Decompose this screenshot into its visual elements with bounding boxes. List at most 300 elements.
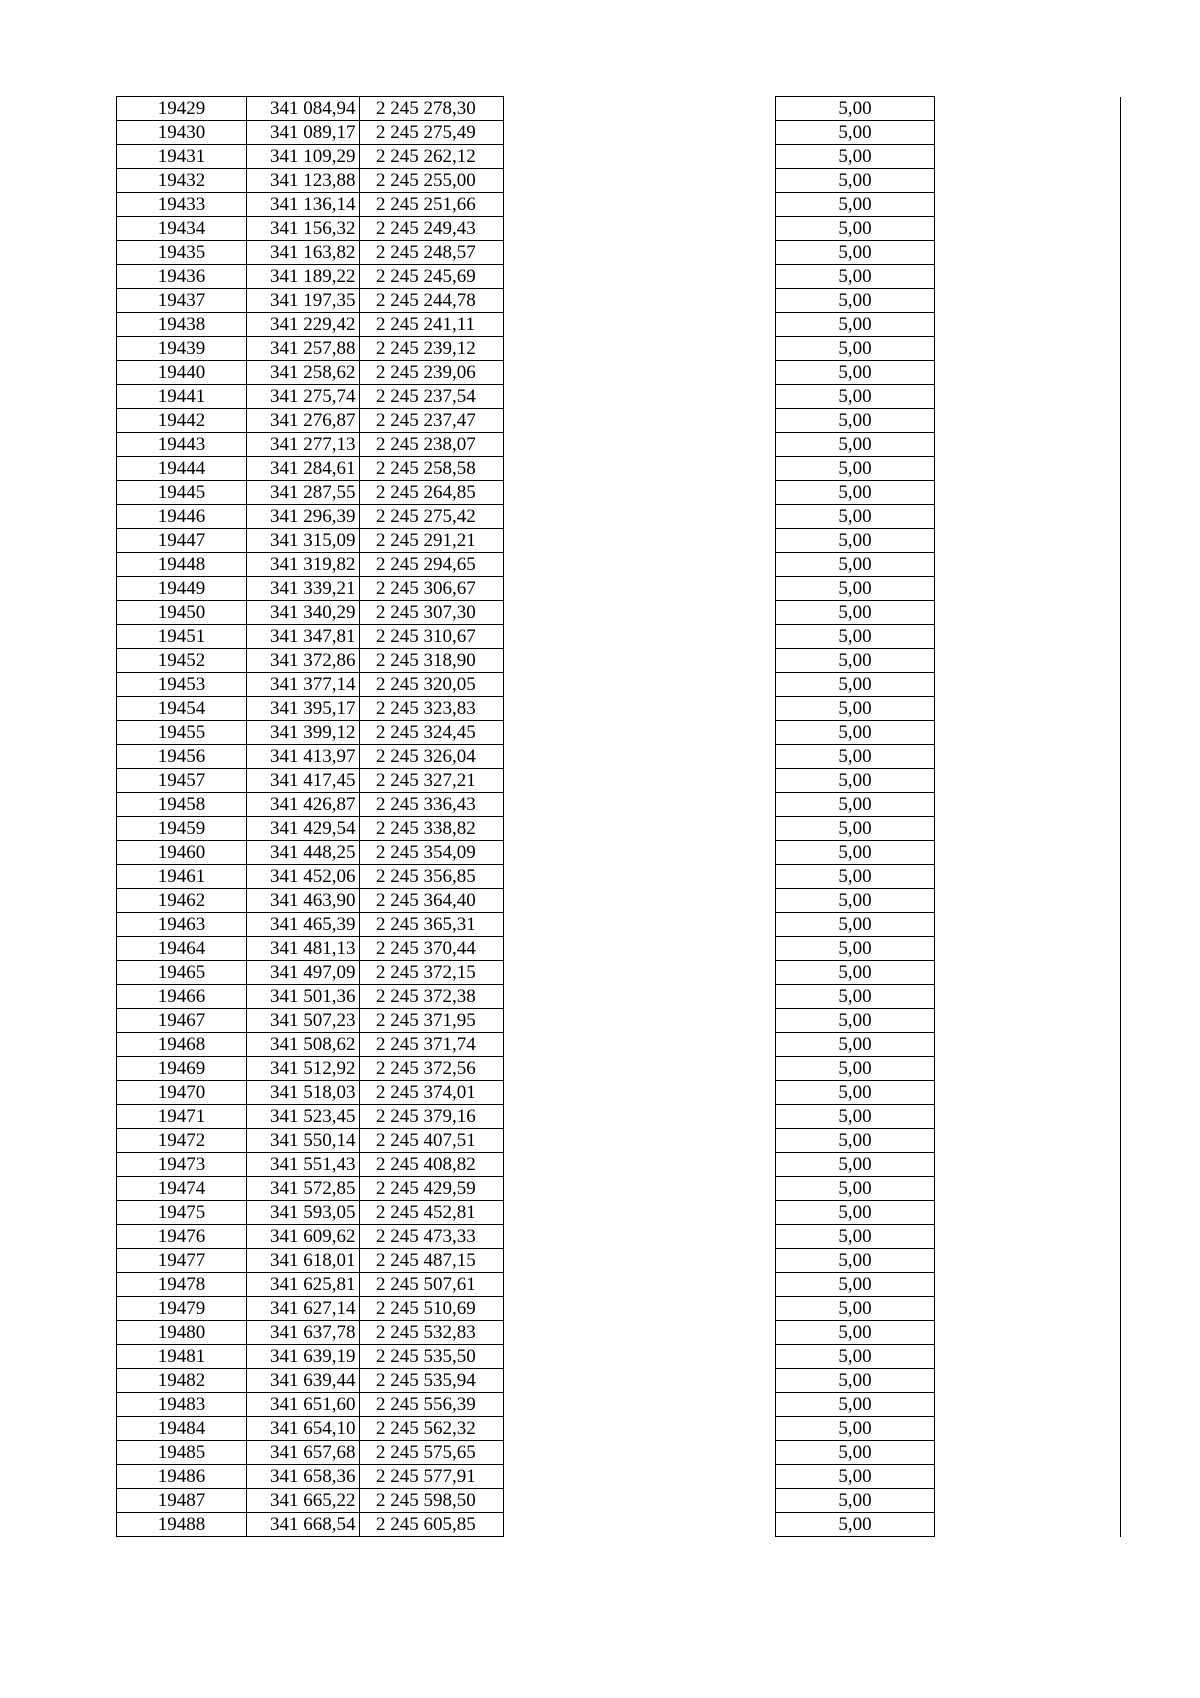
error-value-cell: 5,00 <box>776 793 935 817</box>
error-value-cell: 5,00 <box>776 433 935 457</box>
empty-cell <box>935 265 1121 289</box>
table-row <box>117 1273 1121 1297</box>
x-coordinate-cell: 341 296,39 <box>247 505 360 529</box>
table-row <box>117 1129 1121 1153</box>
table-row <box>117 97 1121 121</box>
y-coordinate-cell: 2 245 336,43 <box>360 793 504 817</box>
y-coordinate-cell: 2 245 278,30 <box>360 97 504 121</box>
y-coordinate-cell: 2 245 294,65 <box>360 553 504 577</box>
table-row <box>117 1177 1121 1201</box>
x-coordinate-cell: 341 284,61 <box>247 457 360 481</box>
error-value-cell: 5,00 <box>776 1057 935 1081</box>
error-value-cell: 5,00 <box>776 769 935 793</box>
empty-cell <box>935 145 1121 169</box>
point-number-cell: 19465 <box>117 961 247 985</box>
y-coordinate-cell: 2 245 374,01 <box>360 1081 504 1105</box>
empty-cell <box>935 1225 1121 1249</box>
table-row <box>117 121 1121 145</box>
x-coordinate-cell: 341 319,82 <box>247 553 360 577</box>
point-number-cell: 19458 <box>117 793 247 817</box>
error-value-cell: 5,00 <box>776 193 935 217</box>
empty-cell <box>504 937 776 961</box>
table-row <box>117 409 1121 433</box>
y-coordinate-cell: 2 245 307,30 <box>360 601 504 625</box>
table-row <box>117 1369 1121 1393</box>
error-value-cell: 5,00 <box>776 1153 935 1177</box>
y-coordinate-cell: 2 245 532,83 <box>360 1321 504 1345</box>
empty-cell <box>935 97 1121 121</box>
y-coordinate-cell: 2 245 239,12 <box>360 337 504 361</box>
x-coordinate-cell: 341 523,45 <box>247 1105 360 1129</box>
point-number-cell: 19442 <box>117 409 247 433</box>
table-row <box>117 529 1121 553</box>
empty-cell <box>504 121 776 145</box>
x-coordinate-cell: 341 377,14 <box>247 673 360 697</box>
error-value-cell: 5,00 <box>776 937 935 961</box>
table-row <box>117 769 1121 793</box>
empty-cell <box>504 361 776 385</box>
error-value-cell: 5,00 <box>776 529 935 553</box>
empty-cell <box>935 289 1121 313</box>
point-number-cell: 19471 <box>117 1105 247 1129</box>
y-coordinate-cell: 2 245 372,38 <box>360 985 504 1009</box>
x-coordinate-cell: 341 315,09 <box>247 529 360 553</box>
error-value-cell: 5,00 <box>776 1201 935 1225</box>
y-coordinate-cell: 2 245 535,94 <box>360 1369 504 1393</box>
point-number-cell: 19456 <box>117 745 247 769</box>
empty-cell <box>504 697 776 721</box>
x-coordinate-cell: 341 463,90 <box>247 889 360 913</box>
empty-cell <box>935 1297 1121 1321</box>
empty-cell <box>504 145 776 169</box>
empty-cell <box>935 1321 1121 1345</box>
table-row <box>117 1513 1121 1537</box>
point-number-cell: 19441 <box>117 385 247 409</box>
x-coordinate-cell: 341 639,44 <box>247 1369 360 1393</box>
point-number-cell: 19435 <box>117 241 247 265</box>
empty-cell <box>504 1009 776 1033</box>
table-row <box>117 1057 1121 1081</box>
y-coordinate-cell: 2 245 365,31 <box>360 913 504 937</box>
x-coordinate-cell: 341 399,12 <box>247 721 360 745</box>
x-coordinate-cell: 341 257,88 <box>247 337 360 361</box>
error-value-cell: 5,00 <box>776 169 935 193</box>
empty-cell <box>935 553 1121 577</box>
table-row <box>117 673 1121 697</box>
empty-cell <box>935 1489 1121 1513</box>
y-coordinate-cell: 2 245 507,61 <box>360 1273 504 1297</box>
x-coordinate-cell: 341 189,22 <box>247 265 360 289</box>
table-row <box>117 169 1121 193</box>
x-coordinate-cell: 341 572,85 <box>247 1177 360 1201</box>
empty-cell <box>935 409 1121 433</box>
x-coordinate-cell: 341 347,81 <box>247 625 360 649</box>
error-value-cell: 5,00 <box>776 721 935 745</box>
point-number-cell: 19432 <box>117 169 247 193</box>
y-coordinate-cell: 2 245 408,82 <box>360 1153 504 1177</box>
point-number-cell: 19461 <box>117 865 247 889</box>
empty-cell <box>935 769 1121 793</box>
empty-cell <box>504 1441 776 1465</box>
x-coordinate-cell: 341 618,01 <box>247 1249 360 1273</box>
error-value-cell: 5,00 <box>776 313 935 337</box>
point-number-cell: 19476 <box>117 1225 247 1249</box>
empty-cell <box>504 1513 776 1537</box>
empty-cell <box>935 985 1121 1009</box>
empty-cell <box>504 433 776 457</box>
point-number-cell: 19484 <box>117 1417 247 1441</box>
y-coordinate-cell: 2 245 372,56 <box>360 1057 504 1081</box>
y-coordinate-cell: 2 245 354,09 <box>360 841 504 865</box>
table-row <box>117 481 1121 505</box>
error-value-cell: 5,00 <box>776 1105 935 1129</box>
empty-cell <box>504 889 776 913</box>
error-value-cell: 5,00 <box>776 289 935 313</box>
table-row <box>117 1417 1121 1441</box>
y-coordinate-cell: 2 245 237,47 <box>360 409 504 433</box>
point-number-cell: 19436 <box>117 265 247 289</box>
y-coordinate-cell: 2 245 237,54 <box>360 385 504 409</box>
error-value-cell: 5,00 <box>776 1417 935 1441</box>
empty-cell <box>935 1249 1121 1273</box>
x-coordinate-cell: 341 156,32 <box>247 217 360 241</box>
empty-cell <box>935 1081 1121 1105</box>
empty-cell <box>935 529 1121 553</box>
empty-cell <box>504 1489 776 1513</box>
empty-cell <box>935 217 1121 241</box>
x-coordinate-cell: 341 429,54 <box>247 817 360 841</box>
y-coordinate-cell: 2 245 371,74 <box>360 1033 504 1057</box>
empty-cell <box>504 649 776 673</box>
y-coordinate-cell: 2 245 575,65 <box>360 1441 504 1465</box>
error-value-cell: 5,00 <box>776 841 935 865</box>
empty-cell <box>935 745 1121 769</box>
y-coordinate-cell: 2 245 605,85 <box>360 1513 504 1537</box>
y-coordinate-cell: 2 245 318,90 <box>360 649 504 673</box>
point-number-cell: 19467 <box>117 1009 247 1033</box>
empty-cell <box>504 97 776 121</box>
empty-cell <box>504 1153 776 1177</box>
empty-cell <box>504 985 776 1009</box>
empty-cell <box>935 697 1121 721</box>
point-number-cell: 19459 <box>117 817 247 841</box>
table-row <box>117 1321 1121 1345</box>
empty-cell <box>504 1081 776 1105</box>
table-row <box>117 1081 1121 1105</box>
table-row <box>117 841 1121 865</box>
point-number-cell: 19460 <box>117 841 247 865</box>
table-row <box>117 937 1121 961</box>
empty-cell <box>504 1057 776 1081</box>
empty-cell <box>935 361 1121 385</box>
point-number-cell: 19455 <box>117 721 247 745</box>
y-coordinate-cell: 2 245 364,40 <box>360 889 504 913</box>
x-coordinate-cell: 341 426,87 <box>247 793 360 817</box>
error-value-cell: 5,00 <box>776 1177 935 1201</box>
x-coordinate-cell: 341 518,03 <box>247 1081 360 1105</box>
x-coordinate-cell: 341 275,74 <box>247 385 360 409</box>
empty-cell <box>504 1417 776 1441</box>
empty-cell <box>504 553 776 577</box>
error-value-cell: 5,00 <box>776 97 935 121</box>
empty-cell <box>504 817 776 841</box>
error-value-cell: 5,00 <box>776 553 935 577</box>
point-number-cell: 19487 <box>117 1489 247 1513</box>
x-coordinate-cell: 341 339,21 <box>247 577 360 601</box>
table-row <box>117 313 1121 337</box>
x-coordinate-cell: 341 372,86 <box>247 649 360 673</box>
y-coordinate-cell: 2 245 264,85 <box>360 481 504 505</box>
empty-cell <box>504 241 776 265</box>
empty-cell <box>504 1465 776 1489</box>
error-value-cell: 5,00 <box>776 985 935 1009</box>
error-value-cell: 5,00 <box>776 1465 935 1489</box>
empty-cell <box>935 937 1121 961</box>
y-coordinate-cell: 2 245 510,69 <box>360 1297 504 1321</box>
error-value-cell: 5,00 <box>776 913 935 937</box>
y-coordinate-cell: 2 245 239,06 <box>360 361 504 385</box>
empty-cell <box>504 265 776 289</box>
empty-cell <box>504 577 776 601</box>
table-row <box>117 913 1121 937</box>
error-value-cell: 5,00 <box>776 577 935 601</box>
error-value-cell: 5,00 <box>776 145 935 169</box>
error-value-cell: 5,00 <box>776 697 935 721</box>
error-value-cell: 5,00 <box>776 409 935 433</box>
point-number-cell: 19429 <box>117 97 247 121</box>
error-value-cell: 5,00 <box>776 241 935 265</box>
empty-cell <box>935 793 1121 817</box>
empty-cell <box>504 673 776 697</box>
y-coordinate-cell: 2 245 429,59 <box>360 1177 504 1201</box>
y-coordinate-cell: 2 245 238,07 <box>360 433 504 457</box>
y-coordinate-cell: 2 245 487,15 <box>360 1249 504 1273</box>
x-coordinate-cell: 341 123,88 <box>247 169 360 193</box>
x-coordinate-cell: 341 637,78 <box>247 1321 360 1345</box>
table-row <box>117 1249 1121 1273</box>
y-coordinate-cell: 2 245 245,69 <box>360 265 504 289</box>
x-coordinate-cell: 341 639,19 <box>247 1345 360 1369</box>
x-coordinate-cell: 341 658,36 <box>247 1465 360 1489</box>
y-coordinate-cell: 2 245 275,49 <box>360 121 504 145</box>
table-row <box>117 1441 1121 1465</box>
point-number-cell: 19451 <box>117 625 247 649</box>
point-number-cell: 19444 <box>117 457 247 481</box>
table-row <box>117 961 1121 985</box>
x-coordinate-cell: 341 136,14 <box>247 193 360 217</box>
empty-cell <box>504 1321 776 1345</box>
empty-cell <box>504 865 776 889</box>
table-row <box>117 793 1121 817</box>
x-coordinate-cell: 341 258,62 <box>247 361 360 385</box>
y-coordinate-cell: 2 245 310,67 <box>360 625 504 649</box>
x-coordinate-cell: 341 507,23 <box>247 1009 360 1033</box>
point-number-cell: 19473 <box>117 1153 247 1177</box>
empty-cell <box>504 481 776 505</box>
empty-cell <box>504 841 776 865</box>
table-row <box>117 985 1121 1009</box>
empty-cell <box>935 1105 1121 1129</box>
y-coordinate-cell: 2 245 244,78 <box>360 289 504 313</box>
empty-cell <box>935 481 1121 505</box>
y-coordinate-cell: 2 245 327,21 <box>360 769 504 793</box>
x-coordinate-cell: 341 497,09 <box>247 961 360 985</box>
point-number-cell: 19445 <box>117 481 247 505</box>
error-value-cell: 5,00 <box>776 625 935 649</box>
point-number-cell: 19430 <box>117 121 247 145</box>
y-coordinate-cell: 2 245 320,05 <box>360 673 504 697</box>
x-coordinate-cell: 341 501,36 <box>247 985 360 1009</box>
error-value-cell: 5,00 <box>776 1225 935 1249</box>
empty-cell <box>935 1513 1121 1537</box>
table-row <box>117 337 1121 361</box>
error-value-cell: 5,00 <box>776 1009 935 1033</box>
y-coordinate-cell: 2 245 379,16 <box>360 1105 504 1129</box>
point-number-cell: 19457 <box>117 769 247 793</box>
empty-cell <box>935 1441 1121 1465</box>
table-row <box>117 289 1121 313</box>
y-coordinate-cell: 2 245 249,43 <box>360 217 504 241</box>
empty-cell <box>504 169 776 193</box>
error-value-cell: 5,00 <box>776 457 935 481</box>
empty-cell <box>504 745 776 769</box>
point-number-cell: 19439 <box>117 337 247 361</box>
point-number-cell: 19440 <box>117 361 247 385</box>
error-value-cell: 5,00 <box>776 217 935 241</box>
y-coordinate-cell: 2 245 323,83 <box>360 697 504 721</box>
y-coordinate-cell: 2 245 251,66 <box>360 193 504 217</box>
error-value-cell: 5,00 <box>776 1033 935 1057</box>
y-coordinate-cell: 2 245 255,00 <box>360 169 504 193</box>
error-value-cell: 5,00 <box>776 1321 935 1345</box>
point-number-cell: 19466 <box>117 985 247 1009</box>
y-coordinate-cell: 2 245 535,50 <box>360 1345 504 1369</box>
x-coordinate-cell: 341 277,13 <box>247 433 360 457</box>
table-row <box>117 889 1121 913</box>
table-row <box>117 1201 1121 1225</box>
error-value-cell: 5,00 <box>776 1513 935 1537</box>
x-coordinate-cell: 341 550,14 <box>247 1129 360 1153</box>
point-number-cell: 19479 <box>117 1297 247 1321</box>
y-coordinate-cell: 2 245 291,21 <box>360 529 504 553</box>
error-value-cell: 5,00 <box>776 1081 935 1105</box>
table-row <box>117 1489 1121 1513</box>
empty-cell <box>504 289 776 313</box>
y-coordinate-cell: 2 245 324,45 <box>360 721 504 745</box>
error-value-cell: 5,00 <box>776 385 935 409</box>
x-coordinate-cell: 341 163,82 <box>247 241 360 265</box>
empty-cell <box>935 337 1121 361</box>
table-row <box>117 1393 1121 1417</box>
empty-cell <box>935 121 1121 145</box>
error-value-cell: 5,00 <box>776 1249 935 1273</box>
empty-cell <box>504 1177 776 1201</box>
table-row <box>117 505 1121 529</box>
error-value-cell: 5,00 <box>776 865 935 889</box>
empty-cell <box>935 1153 1121 1177</box>
empty-cell <box>504 1345 776 1369</box>
point-number-cell: 19482 <box>117 1369 247 1393</box>
error-value-cell: 5,00 <box>776 649 935 673</box>
error-value-cell: 5,00 <box>776 481 935 505</box>
y-coordinate-cell: 2 245 258,58 <box>360 457 504 481</box>
y-coordinate-cell: 2 245 473,33 <box>360 1225 504 1249</box>
table-row <box>117 1153 1121 1177</box>
x-coordinate-cell: 341 481,13 <box>247 937 360 961</box>
empty-cell <box>935 1201 1121 1225</box>
y-coordinate-cell: 2 245 452,81 <box>360 1201 504 1225</box>
empty-cell <box>935 505 1121 529</box>
point-number-cell: 19433 <box>117 193 247 217</box>
empty-cell <box>935 1393 1121 1417</box>
y-coordinate-cell: 2 245 556,39 <box>360 1393 504 1417</box>
table-row <box>117 625 1121 649</box>
table-row <box>117 217 1121 241</box>
error-value-cell: 5,00 <box>776 1129 935 1153</box>
error-value-cell: 5,00 <box>776 121 935 145</box>
y-coordinate-cell: 2 245 262,12 <box>360 145 504 169</box>
empty-cell <box>935 1009 1121 1033</box>
empty-cell <box>504 1201 776 1225</box>
point-number-cell: 19483 <box>117 1393 247 1417</box>
empty-cell <box>935 673 1121 697</box>
empty-cell <box>935 433 1121 457</box>
empty-cell <box>935 457 1121 481</box>
x-coordinate-cell: 341 089,17 <box>247 121 360 145</box>
empty-cell <box>504 385 776 409</box>
table-row <box>117 721 1121 745</box>
error-value-cell: 5,00 <box>776 1489 935 1513</box>
empty-cell <box>935 1465 1121 1489</box>
empty-cell <box>935 1369 1121 1393</box>
empty-cell <box>504 409 776 433</box>
table-row <box>117 433 1121 457</box>
table-row <box>117 1105 1121 1129</box>
empty-cell <box>504 457 776 481</box>
x-coordinate-cell: 341 551,43 <box>247 1153 360 1177</box>
x-coordinate-cell: 341 651,60 <box>247 1393 360 1417</box>
error-value-cell: 5,00 <box>776 1345 935 1369</box>
table-row <box>117 1297 1121 1321</box>
empty-cell <box>935 649 1121 673</box>
empty-cell <box>504 769 776 793</box>
y-coordinate-cell: 2 245 371,95 <box>360 1009 504 1033</box>
table-row <box>117 1009 1121 1033</box>
empty-cell <box>935 625 1121 649</box>
point-number-cell: 19453 <box>117 673 247 697</box>
error-value-cell: 5,00 <box>776 361 935 385</box>
x-coordinate-cell: 341 465,39 <box>247 913 360 937</box>
x-coordinate-cell: 341 197,35 <box>247 289 360 313</box>
error-value-cell: 5,00 <box>776 745 935 769</box>
error-value-cell: 5,00 <box>776 673 935 697</box>
empty-cell <box>935 193 1121 217</box>
empty-cell <box>935 577 1121 601</box>
point-number-cell: 19452 <box>117 649 247 673</box>
x-coordinate-cell: 341 452,06 <box>247 865 360 889</box>
empty-cell <box>935 241 1121 265</box>
y-coordinate-cell: 2 245 275,42 <box>360 505 504 529</box>
empty-cell <box>504 1129 776 1153</box>
empty-cell <box>504 217 776 241</box>
empty-cell <box>935 385 1121 409</box>
point-number-cell: 19431 <box>117 145 247 169</box>
y-coordinate-cell: 2 245 338,82 <box>360 817 504 841</box>
point-number-cell: 19486 <box>117 1465 247 1489</box>
x-coordinate-cell: 341 109,29 <box>247 145 360 169</box>
empty-cell <box>935 865 1121 889</box>
y-coordinate-cell: 2 245 248,57 <box>360 241 504 265</box>
